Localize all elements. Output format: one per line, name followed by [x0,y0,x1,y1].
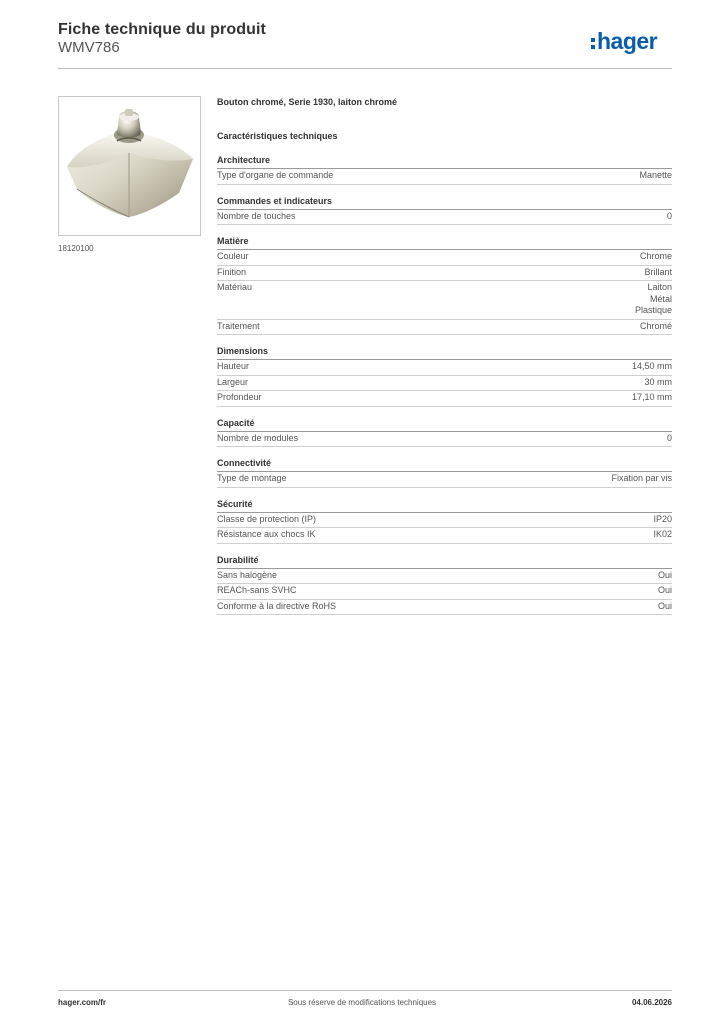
spec-value-line: Oui [657,569,672,580]
section-title: Capacité [217,418,672,432]
spec-value [658,570,672,582]
spec-label: Nombre de touches [217,210,296,221]
spec-value [639,170,672,182]
spec-label: Classe de protection (IP) [217,513,317,524]
product-photo [58,96,201,236]
spec-label: Conforme à la directive RoHS [217,600,337,611]
spec-section [217,458,672,488]
spec-row [217,391,672,407]
spec-value [653,514,672,526]
spec-value-line: 17,10 mm [631,392,672,402]
spec-value [658,585,672,597]
spec-value [658,601,672,613]
section-title: Sécurité [217,499,672,513]
spec-value-line: 0 [666,432,672,443]
section-title: Connectivité [217,458,672,472]
spec-row [217,569,672,585]
spec-section [217,555,672,616]
spec-value-line: IP20 [653,513,672,524]
footer-date: 04.06.2026 [631,998,672,1007]
chrome-knob-illustration [59,97,200,235]
spec-value [653,529,672,541]
spec-label: Type d'organe de commande [217,170,334,180]
spec-content [217,96,672,615]
spec-value-line: Manette [639,170,672,180]
spec-label: Profondeur [217,392,262,402]
spec-value [640,251,672,263]
spec-label: Type de montage [217,473,287,483]
spec-row [217,320,672,336]
spec-section [217,499,672,544]
section-title: Durabilité [217,555,672,569]
spec-row [217,210,672,226]
spec-value-line: 14,50 mm [631,361,672,371]
spec-row [217,169,672,185]
header-divider [58,68,672,69]
spec-label: REACh-sans SVHC [217,585,297,595]
spec-value-line: Métal [649,293,672,304]
spec-label: Traitement [217,320,260,331]
spec-row [217,513,672,529]
section-title: Dimensions [217,346,672,360]
spec-section [217,155,672,185]
spec-value-line: Plastique [634,305,672,315]
logo-dots-icon [591,38,595,49]
spec-row [217,528,672,544]
hager-logo [591,28,657,55]
spec-row [217,266,672,282]
spec-value [632,361,672,373]
spec-label: Sans halogène [217,569,278,580]
spec-row [217,472,672,488]
spec-value-line: Laiton [647,282,672,292]
spec-value [632,392,672,404]
spec-sections [217,155,672,615]
spec-value [611,473,672,485]
spec-row [217,360,672,376]
spec-value [635,282,672,317]
spec-value-line: Oui [657,585,672,595]
section-title: Matière [217,236,672,250]
spec-label: Couleur [217,251,249,261]
spec-value [667,433,672,445]
spec-section [217,196,672,226]
section-title: Architecture [217,155,672,169]
spec-row [217,281,672,320]
spec-row [217,584,672,600]
spec-label: Résistance aux chocs IK [217,529,316,539]
footer-website: hager.com/fr [58,998,107,1007]
spec-label: Hauteur [217,361,250,371]
spec-row [217,432,672,448]
section-title: Commandes et indicateurs [217,196,672,210]
spec-label: Nombre de modules [217,432,299,443]
spec-value [640,321,672,333]
spec-value-line: Chrome [639,251,672,261]
spec-section [217,418,672,448]
spec-value-line: Chromé [639,320,672,331]
spec-value [667,211,672,223]
photo-reference: 18120100 [58,244,94,253]
spec-row [217,250,672,266]
page-title: Fiche technique du produit [58,21,266,38]
spec-row [217,376,672,392]
spec-value-line: IK02 [653,529,672,539]
spec-section [217,236,672,335]
logo-text: hager [597,28,658,54]
spec-value-line: Fixation par vis [611,473,672,483]
footer-divider [58,990,672,991]
spec-value [644,267,672,279]
spec-row [217,600,672,616]
spec-label: Finition [217,266,247,277]
footer-notice: Sous réserve de modifications techniques [287,998,437,1007]
product-description: Bouton chromé, Serie 1930, laiton chromé [217,97,398,107]
spec-section [217,346,672,407]
spec-value-line: 0 [666,210,672,221]
product-reference: WMV786 [58,39,120,56]
spec-label: Matériau [217,282,253,292]
spec-value [644,377,672,389]
spec-value-line: Brillant [644,266,672,277]
tech-heading: Caractéristiques techniques [217,131,338,141]
spec-value-line: Oui [657,600,672,611]
spec-value-line: 30 mm [644,376,672,387]
spec-label: Largeur [217,376,249,387]
